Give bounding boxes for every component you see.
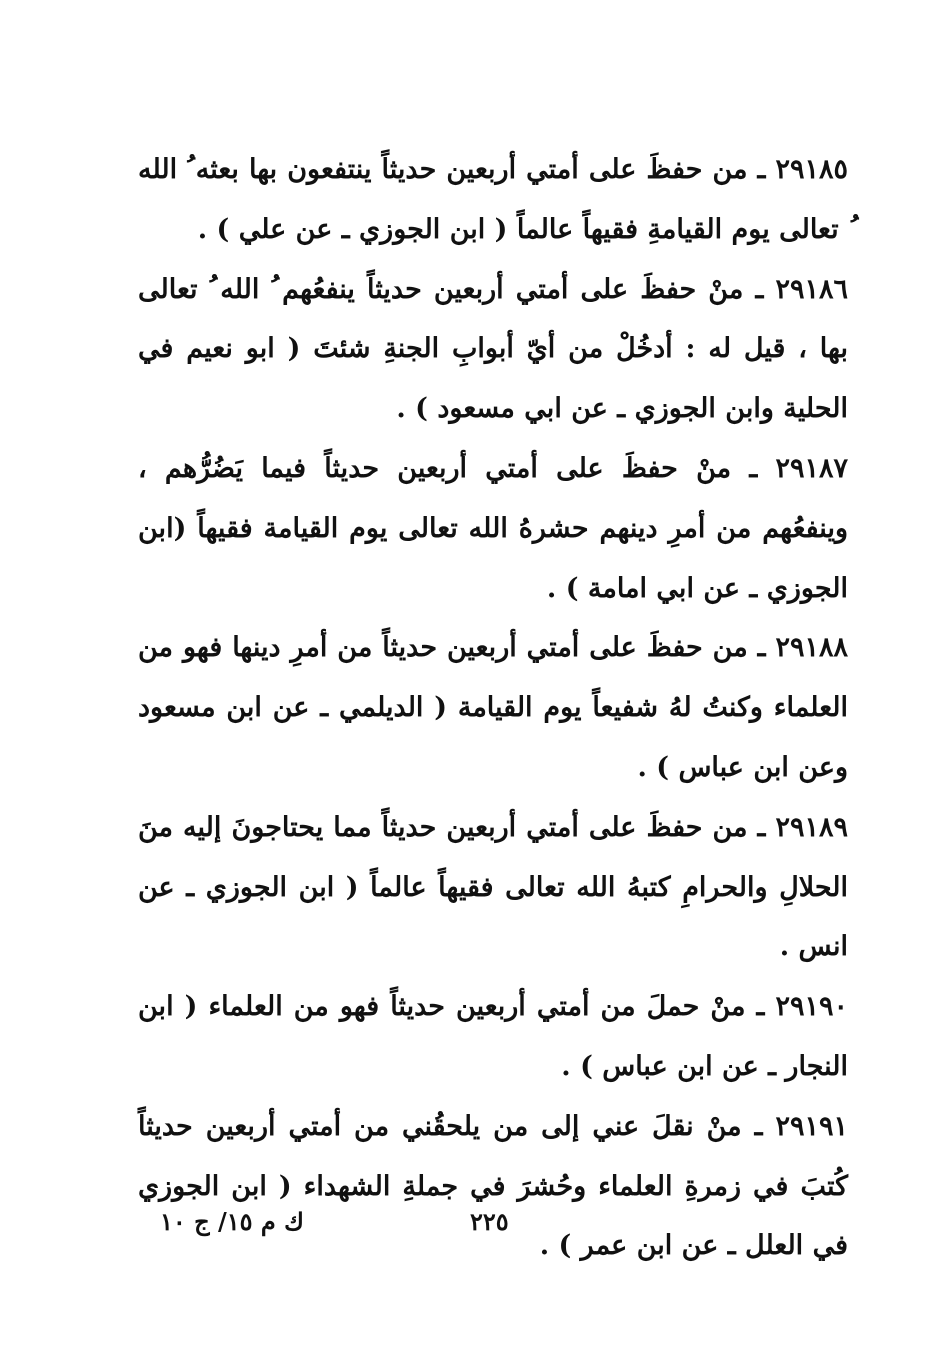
hadith-number: ٢٩١٩٠: [775, 991, 848, 1023]
hadith-text: من حفظَ على أمتي أربعين حديثاً ينتفعون بها بعثه ُ الله ُ تعالى يوم القيامةِ فقيهاً عالماً ( ابن الجوزي ـ عن علي ) .: [138, 154, 848, 245]
hadith-entry: ٢٩١٩٠ ـ منْ حملَ من أمتي أربعين حديثاً فهو من العلماء ( ابن النجار ـ عن ابن عباس ) .: [138, 991, 848, 1082]
hadith-number: ٢٩١٨٨: [775, 632, 848, 664]
hadith-number: ٢٩١٨٥: [775, 154, 848, 185]
hadith-number: ٢٩١٨٦: [775, 273, 848, 305]
hadith-entry: ٢٩١٩١ ـ منْ نقلَ عني إلى من يلحقُني من أمتي أربعين حديثاً كُتبَ في زمرةِ العلماء وحُشرَ في جملةِ الشهداء ( ابن الجوزي في العلل ـ عن ابن عمر ) .: [138, 1110, 848, 1262]
page-footer: [0, 1207, 936, 1247]
hadith-list: [138, 140, 848, 1276]
printer-signature-mark: ك م ١٥/ ج ١٠: [160, 1207, 304, 1236]
hadith-text: من حفظَ على أمتي أربعين حديثاً مما يحتاجونَ إليه منَ الحلالِ والحرامِ كتبهُ الله تعالى فقيهاً عالماً ( ابن الجوزي ـ عن انس .: [138, 811, 848, 963]
hadith-entry: ٢٩١٨٨ ـ من حفظَ على أمتي أربعين حديثاً من أمرِ دينها فهو من العلماء وكنتُ لهُ شفيعاً يوم القيامة ( الديلمي ـ عن ابن مسعود وعن ابن عباس ) .: [138, 632, 848, 783]
hadith-entry: ٢٩١٨٩ ـ من حفظَ على أمتي أربعين حديثاً مما يحتاجونَ إليه منَ الحلالِ والحرامِ كتبهُ الله تعالى فقيهاً عالماً ( ابن الجوزي ـ عن انس .: [138, 811, 848, 963]
hadith-number: ٢٩١٨٩: [775, 811, 848, 843]
page-number: ٢٢٥: [470, 1207, 509, 1236]
hadith-entry: ٢٩١٨٧ ـ منْ حفظَ على أمتي أربعين حديثاً فيما يَضُرُّهم ، وينفعُهم من أمرِ دينهم حشرهُ الله تعالى يوم القيامة فقيهاً (ابن الجوزي ـ عن ابي امامة ) .: [138, 452, 848, 604]
hadith-text: منْ حفظَ على أمتي أربعين حديثاً فيما يَضُرُّهم ، وينفعُهم من أمرِ دينهم حشرهُ الله تعالى يوم القيامة فقيهاً (ابن الجوزي ـ عن ابي امامة ) .: [138, 452, 848, 604]
hadith-text: من حفظَ على أمتي أربعين حديثاً من أمرِ دينها فهو من العلماء وكنتُ لهُ شفيعاً يوم القيامة ( الديلمي ـ عن ابن مسعود وعن ابن عباس ) .: [138, 632, 848, 783]
hadith-text: منْ حفظَ على أمتي أربعين حديثاً ينفعُهم ُ الله ُ تعالى بها ، قيل له : أدخُلْ من أيّ أبوابِ الجنةِ شئتَ ( ابو نعيم في الحلية وابن الجوزي ـ عن ابي مسعود ) .: [138, 273, 848, 425]
hadith-text: منْ حملَ من أمتي أربعين حديثاً فهو من العلماء ( ابن النجار ـ عن ابن عباس ) .: [138, 991, 848, 1082]
hadith-number: ٢٩١٩١: [775, 1110, 848, 1142]
hadith-entry: ٢٩١٨٥ ـ من حفظَ على أمتي أربعين حديثاً ينتفعون بها بعثه ُ الله ُ تعالى يوم القيامةِ فقيهاً عالماً ( ابن الجوزي ـ عن علي ) .: [138, 154, 848, 245]
hadith-number: ٢٩١٨٧: [775, 452, 848, 484]
hadith-text: منْ نقلَ عني إلى من يلحقُني من أمتي أربعين حديثاً كُتبَ في زمرةِ العلماء وحُشرَ في جملةِ الشهداء ( ابن الجوزي في العلل ـ عن ابن عمر ) .: [138, 1110, 848, 1262]
hadith-entry: ٢٩١٨٦ ـ منْ حفظَ على أمتي أربعين حديثاً ينفعُهم ُ الله ُ تعالى بها ، قيل له : أدخُلْ من أيّ أبوابِ الجنةِ شئتَ ( ابو نعيم في الحلية وابن الجوزي ـ عن ابي مسعود ) .: [138, 273, 848, 425]
